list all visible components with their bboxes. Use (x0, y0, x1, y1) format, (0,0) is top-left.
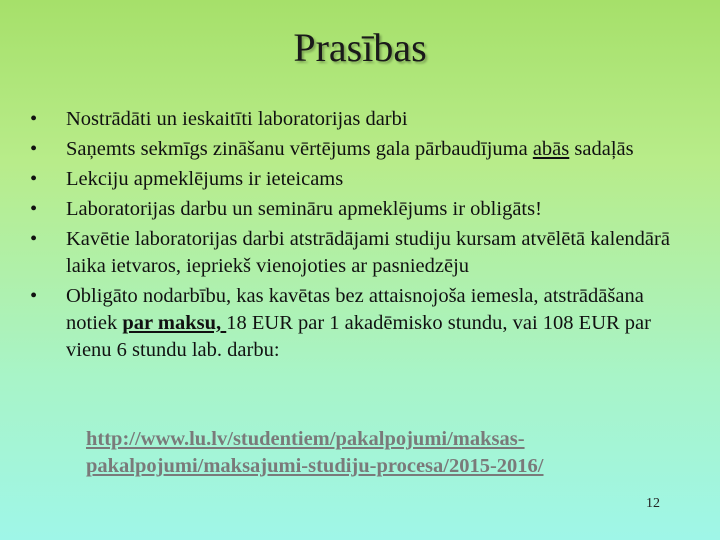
list-item (30, 283, 690, 364)
slide-title: Prasības (293, 25, 427, 70)
bullet-text: Laboratorijas darbu un semināru apmeklējums ir obligāts! (66, 198, 542, 220)
bullet-icon: • (30, 198, 38, 220)
bullet-text: Nostrādāti un ieskaitīti laboratorijas darbi (66, 108, 408, 130)
bullet-icon: • (30, 138, 38, 160)
bullet-icon: • (30, 168, 38, 190)
bullet-emphasis: abās (532, 138, 570, 160)
bullet-icon: • (30, 228, 38, 250)
bullet-text: Obligāto nodarbību, kas kavētas bez attaisnojoša iemesla, atstrādāšana notiek (66, 285, 644, 334)
list-item (30, 226, 690, 280)
list-item (30, 136, 690, 163)
bullet-icon: • (30, 108, 38, 130)
link-line-1[interactable]: http://www.lu.lv/studentiem/pakalpojumi/maksas- (86, 428, 525, 450)
bullet-text-tail: 18 EUR par 1 akadēmisko stundu, vai 108 EUR par vienu 6 stundu lab. darbu: (66, 312, 651, 361)
list-item (30, 166, 690, 193)
bullet-emphasis: par maksu, (122, 312, 227, 334)
list-item (30, 196, 690, 223)
payment-info-link[interactable] (86, 426, 686, 480)
page-number: 12 (646, 496, 660, 511)
bullet-text: Saņemts sekmīgs zināšanu vērtējums gala pārbaudījuma (66, 138, 533, 160)
link-line-2[interactable]: pakalpojumi/maksajumi-studiju-procesa/2015-2016/ (86, 455, 544, 477)
bullet-icon: • (30, 285, 38, 307)
bullet-text: Lekciju apmeklējums ir ieteicams (66, 168, 344, 190)
bullet-text-tail: sadaļās (569, 138, 634, 160)
requirements-list (30, 106, 690, 367)
bullet-text: Kavētie laboratorijas darbi atstrādājami studiju kursam atvēlētā kalendārā laika ietvaros, iepriekš vienojoties ar pasniedzēju (66, 228, 670, 277)
list-item (30, 106, 690, 133)
